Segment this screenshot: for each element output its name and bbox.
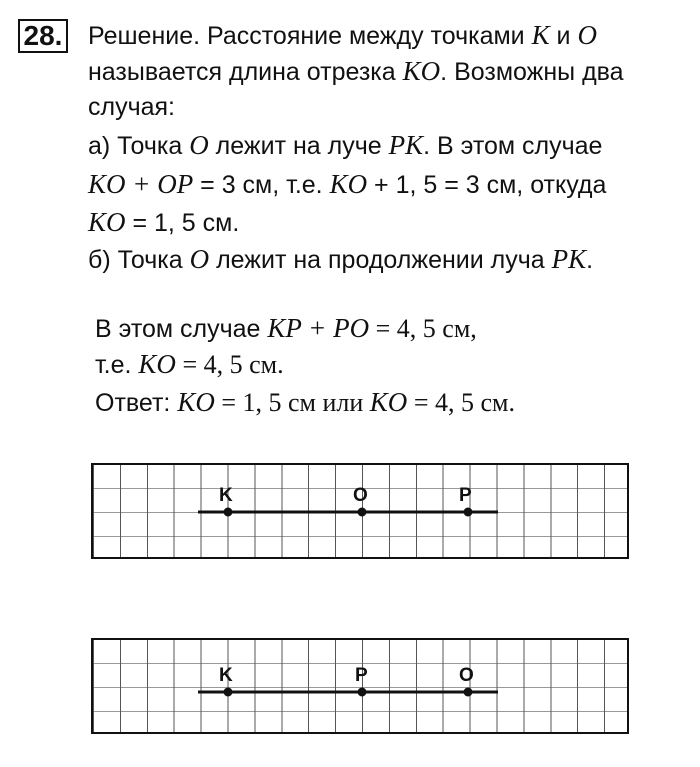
- point-a-1: [224, 508, 233, 517]
- case-a-line-2: KO + OP = 3 см, т.е. KO + 1, 5 = 3 см, откуда: [88, 169, 607, 199]
- case-b-text-2: т.е. KO = 4, 5 см.: [95, 349, 284, 379]
- label-a-1: K: [219, 485, 233, 506]
- label-b-2: P: [355, 665, 368, 686]
- case-a-line-3: KO = 1, 5 см.: [88, 207, 240, 237]
- grid-figure-a: [91, 463, 629, 559]
- figure-a-drawing: [93, 465, 631, 561]
- point-b-3: [464, 688, 473, 697]
- point-b-1: [224, 688, 233, 697]
- figure-b-drawing: [93, 640, 631, 736]
- problem-number: 28.: [18, 19, 68, 53]
- label-a-3: P: [459, 485, 472, 506]
- point-a-3: [464, 508, 473, 517]
- grid-figure-b: [91, 638, 629, 734]
- label-a-2: O: [353, 485, 368, 506]
- point-a-2: [358, 508, 367, 517]
- label-b-1: K: [219, 665, 233, 686]
- case-a-line-1: а) Точка O лежит на луче PK. В этом случае: [88, 130, 603, 160]
- solution-line-2: называется длина отрезка KO. Возможны два: [88, 56, 624, 86]
- answer-line: Ответ: KO = 1, 5 см или KO = 4, 5 см.: [95, 387, 515, 417]
- solution-line-1: Решение. Расстояние между точками K и O: [88, 20, 597, 50]
- case-b-line: б) Точка O лежит на продолжении луча PK.: [88, 244, 594, 274]
- label-b-3: O: [459, 665, 474, 686]
- solution-line-3: случая:: [88, 93, 175, 121]
- point-b-2: [358, 688, 367, 697]
- case-b-text-1: В этом случае KP + PO = 4, 5 см,: [95, 313, 477, 343]
